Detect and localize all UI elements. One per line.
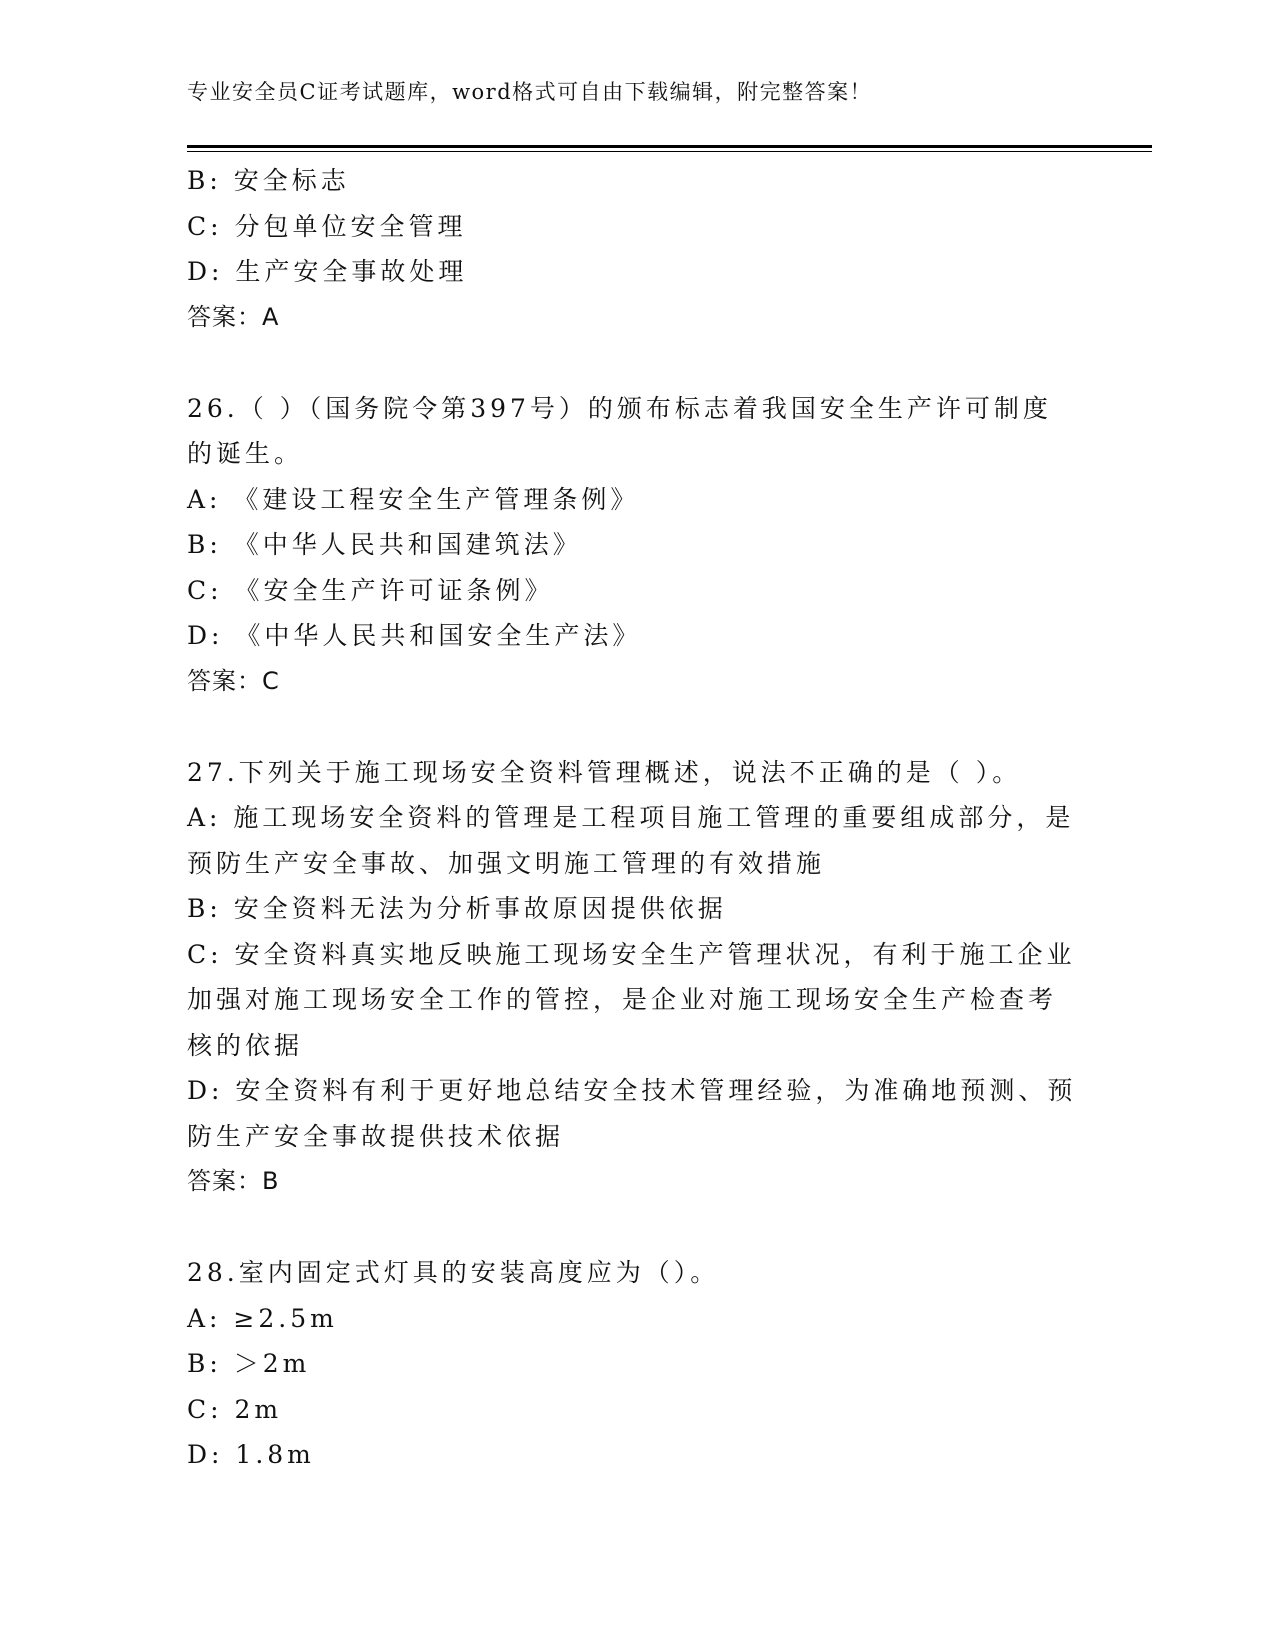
q26-option-d: D: 《中华人民共和国安全生产法》 [187,621,642,650]
question-25-tail [187,158,1107,340]
question-26 [187,386,1107,705]
q27-option-d-line-2: 防生产安全事故提供技术依据 [187,1121,565,1151]
q26-option-a: A: 《建设工程安全生产管理条例》 [187,484,640,514]
q27-option-c-line-2: 加强对施工现场安全工作的管控，是企业对施工现场安全生产检查考 [187,985,1058,1014]
header-rule-thin [187,151,1152,152]
q25-option-b: B: 安全标志 [187,166,350,195]
q26-option-b: B: 《中华人民共和国建筑法》 [187,530,582,559]
q28-option-b: B: ＞2m [187,1349,311,1378]
question-27 [187,750,1107,1205]
q27-option-a-line-2: 预防生产安全事故、加强文明施工管理的有效措施 [187,848,826,878]
q26-answer: 答案：C [187,666,280,695]
q27-answer: 答案：B [187,1167,280,1195]
q27-option-a-line-1: A: 施工现场安全资料的管理是工程项目施工管理的重要组成部分，是 [187,803,1075,832]
q26-stem-line-2: 的诞生。 [187,439,304,468]
q27-option-d-line-1: D: 安全资料有利于更好地总结安全技术管理经验，为准确地预测、预 [187,1076,1077,1105]
q27-option-c-line-1: C: 安全资料真实地反映施工现场安全生产管理状况，有利于施工企业 [187,939,1076,969]
question-28 [187,1250,1107,1478]
q26-stem-line-1: 26.（ ）（国务院令第397号）的颁布标志着我国安全生产许可制度 [187,393,1052,423]
q27-option-b: B: 安全资料无法为分析事故原因提供依据 [187,894,727,923]
q28-option-c: C: 2m [187,1394,283,1424]
q28-option-d: D: 1.8m [187,1440,315,1469]
q25-answer: 答案：A [187,302,280,331]
document-body [187,158,1107,1478]
q28-option-a: A: ≥2.5m [187,1303,338,1333]
q27-stem: 27.下列关于施工现场安全资料管理概述，说法不正确的是（ ）。 [187,757,1022,787]
q25-option-d: D: 生产安全事故处理 [187,257,468,286]
header-rule-thick [187,145,1152,148]
q25-option-c: C: 分包单位安全管理 [187,211,467,241]
page-header-title: 专业安全员C证考试题库，word格式可自由下载编辑，附完整答案！ [187,80,873,104]
q27-option-c-line-3: 核的依据 [187,1030,304,1060]
q28-stem: 28.室内固定式灯具的安装高度应为（）。 [187,1258,720,1287]
q26-option-c: C: 《安全生产许可证条例》 [187,575,554,605]
